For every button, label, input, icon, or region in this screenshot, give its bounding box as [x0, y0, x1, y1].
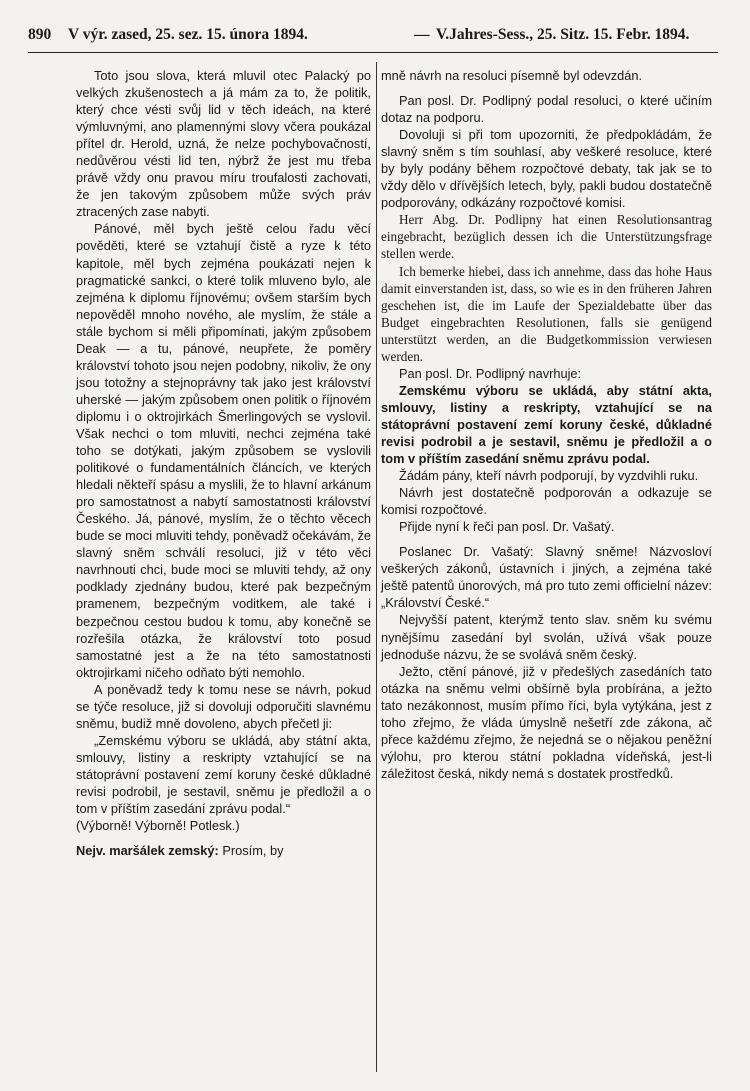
resolution-quote: „Zemskému výboru se ukládá, aby státní akta, smlouvy, listiny a reskripty vztahující se na státoprávní postavení zemí koruny české důkladné revisi podrobil, je sestavil, sněmu je předložil a o tom v příštím zasedání zprávu podal.“ — [76, 732, 371, 817]
speech-paragraph: Nejvyšší patent, kterýmž tento slav. sněm ku svému nynějšímu zasedání byl svolán, užívá však pouze jednoduše názvu, že se svolává sněm český. — [381, 612, 712, 662]
german-paragraph: Ich bemerke hiebei, dass ich annehme, dass das hohe Haus damit einverstanden ist, dass, so wie es in den früheren Jahren geschehen ist, die im Laufe der Spezialdebatte über das Budget eingebrachten Resolutionen, falls sie genügend unterstützt werden, an die Budgetkommission verwiesen werden. — [381, 263, 712, 364]
paragraph: Žádám pány, kteří návrh podporují, by vyzdvihli ruku. — [399, 468, 699, 484]
header-rule — [28, 52, 718, 53]
resolution-text: Zemskému výboru se ukládá, aby státní akta, smlouvy, listiny a reskripty, vztahující se na státoprávní postavení zemí koruny české, důkladné revisi podrobil a je sestavil, sněmu je předložil a o tom v příštím zasedání sněmu zprávu podal. — [381, 382, 712, 467]
german-paragraph: Herr Abg. Dr. Podlipny hat einen Resolutionsantrag eingebracht, bezüglich dessen ich die Unterstützungsfrage stellen werde. — [381, 212, 712, 262]
paragraph: Dovoluji si při tom upozorniti, že předpokládám, že slavný sněm s tím souhlasí, aby veškeré resoluce, které by byly podány během rozpočtové debaty, tak jak se to vždy dělo v dřívějších letech, byly, pakli budou dostatečně podporovány, odkázány rozpočtové komisi. — [381, 127, 712, 211]
paragraph: A poněvadž tedy k tomu nese se návrh, pokud se týče resoluce, již si dovoluji odporučiti slavnému sněmu, budiž mně dovoleno, abych přečetl ji: — [76, 681, 371, 731]
speaker-text: Prosím, by — [222, 843, 284, 859]
paragraph: Pan posl. Dr. Podlipný podal resoluci, o které učiním dotaz na podporu. — [381, 93, 712, 126]
paragraph: Toto jsou slova, která mluvil otec Palacký po velkých zkušenostech a já mám za to, že politik, který chce vésti svůj lid v těch ideách, na které výmluvnými, ano plamennými slovy včera poukázal přítel dr. Herold, uzná, že nelze pochybovačností, nedůvěrou vésti lid ten, nýbrž že jest mu třeba právě vždy onu pravou míru troufalosti zachovati, že jen takovým způsobem může svých práv ztracených zase nabyti. — [76, 68, 371, 220]
paragraph: Návrh jest dostatečně podporován a odkazuje se komisi rozpočtové. — [381, 485, 712, 518]
header-dash: — — [414, 26, 430, 43]
paragraph: mně návrh na resoluci písemně byl odevzdán. — [381, 68, 643, 83]
page-number: 890 — [28, 26, 52, 43]
column-divider — [376, 62, 377, 1072]
right-column — [381, 67, 712, 782]
czech-running-title: V výr. zased, 25. sez. 15. února 1894. — [68, 26, 308, 43]
paragraph: Pánové, měl bych ještě celou řadu věcí pověděti, které se vztahují čistě a ryze k této kapitole, měl bych zejména poukázati nejen k pragmatické sankci, o které tolik mluveno bylo, ale zejména k diplomu říjnovému; ovšem starším bych nepověděl mnoho nového, ale myslím, že stále a stále bychom si měli připomínati, jakým způsobem Deak — a tu, pánové, neupřete, že poměry království tohoto jsou nejen podobny, nikoliv, že ony jsou totožny a stejnoprávny tak jako jest království uherské — jakým způsobem onen politik o říjnovém diplomu i o oktrojirkách Šmerlingových se vyslovil. Však nechci o tom mluviti, nechci zejména také toho se dotýkati, jakým způsobem se vyslovili politikové o fundamentálních článcích, ve kterých hledali někteří spásu a myslili, že to hlavní arkánum pro samostatnost a nabytí samostatnosti království Českého. Já, pánové, myslím, že o těchto věcech bude se moci mluviti tehdy, poněvadž očekávám, že slavný sněm schválí resoluci, již v této věci navrhnouti chci, bude moci se mluviti tehdy, až ony podklady zjednány budou, které pak bezpečným pramenem, bezpečným voditkem, ale také i bezpečnou cestou budou k tomu, aby konečně se rozřešila otázka, že království toto posud samostatné jest a že na této samostatnosti oktrojirkami ničeho odňato býti nemohlo. — [76, 221, 371, 680]
paragraph: Pan posl. Dr. Podlipný navrhuje: — [399, 365, 582, 381]
speech-paragraph: Poslanec Dr. Vašatý: Slavný sněme! Názvosloví veškerých zákonů, ústavních i jiných, a zejména také ještě patentů únorových, má pro tuto zemi officielní název: „Království České.“ — [381, 544, 712, 611]
speaker-line — [76, 842, 371, 859]
speaker-name: Nejv. maršálek zemský: — [76, 843, 219, 859]
paragraph: Přijde nyní k řeči pan posl. Dr. Vašatý. — [399, 519, 615, 535]
left-column — [76, 67, 371, 859]
applause-note: (Výborně! Výborně! Potlesk.) — [76, 818, 240, 834]
german-running-title: V.Jahres-Sess., 25. Sitz. 15. Febr. 1894. — [436, 26, 690, 43]
speech-paragraph: Ježto, ctění pánové, již v předešlých zasedáních tato otázka na sněmu velmi obšírně byla probírána, a ježto tato nezákonnost, musím přímo říci, byla vytýkána, jest z toho zřejmo, že vláda úmyslně nešetří zde zákona, ač přece každému zřejmo, že nejedná se o nějakou peněžní výlohu, pro kterou státní pokladna vídeňská, jest-li záležitost česká, nikdy nemá s dostatek prostředků. — [381, 663, 712, 781]
